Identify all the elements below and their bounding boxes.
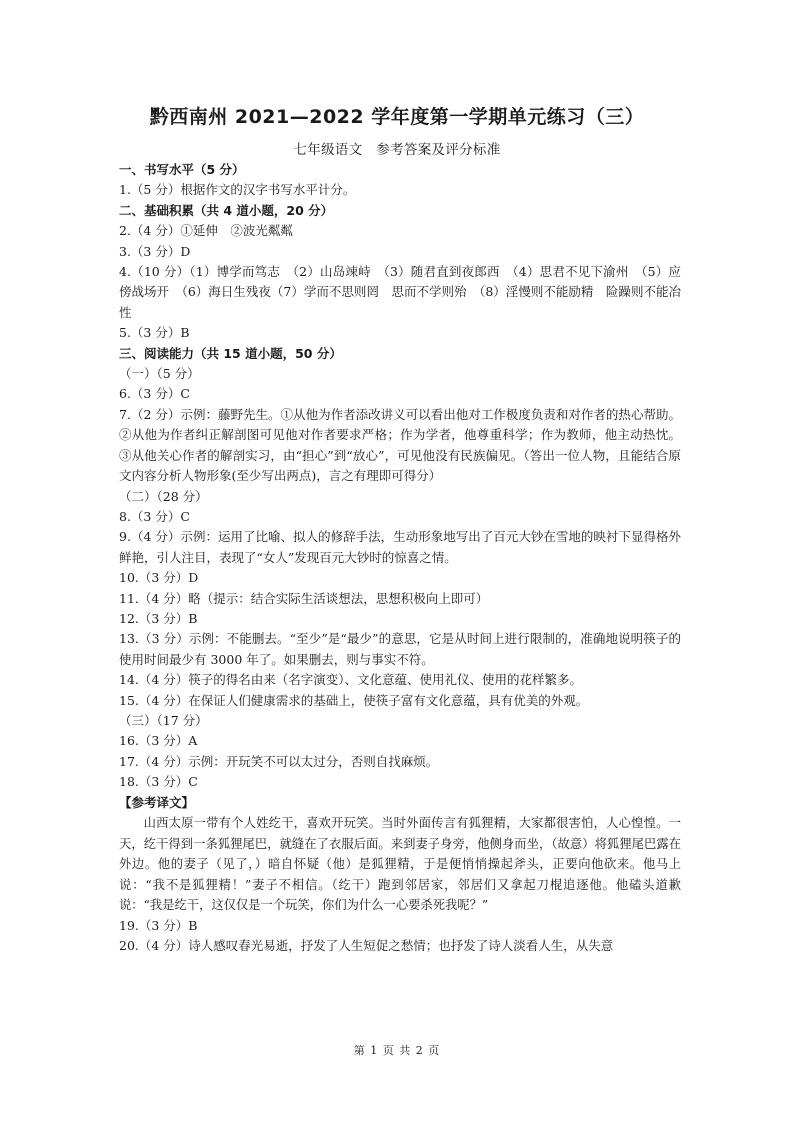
answer-line: （一）（5 分） [119,366,200,382]
answer-paragraph: 9.（4 分）示例：运用了比喻、拟人的修辞手法，生动形象地写出了百元大钞在雪地的映衬下显得格外鲜艳，引人注目，表现了“女人”发现百元大钞时的惊喜之情。 [119,529,681,565]
answer-body [119,160,681,957]
answer-line: 5.（3 分）B [119,325,190,341]
answer-line: 10.（3 分）D [119,570,199,586]
answer-line: 2.（4 分）①延伸 ②波光粼粼 [119,223,293,239]
answer-line: 17.（4 分）示例：开玩笑不可以太过分，否则自找麻烦。 [119,753,439,769]
answer-paragraph: 13.（3 分）示例：不能删去。“至少”是“最少”的意思，它是从时间上进行限制的，准确地说明筷子的使用时间最少有 3000 年了。如果删去，则与事实不符。 [119,631,681,667]
section-heading: 一、书写水平（5 分） [119,162,245,177]
answer-line: 15.（4 分）在保证人们健康需求的基础上，使筷子富有文化意蕴，具有优美的外观。 [119,692,589,708]
answer-line: 11.（4 分）略（提示：结合实际生活谈想法，思想积极向上即可） [119,590,489,606]
answer-line: 3.（3 分）D [119,243,191,259]
answer-line: 16.（3 分）A [119,733,198,749]
section-heading: 二、基础积累（共 4 道小题，20 分） [119,202,334,218]
answer-line: （三）（17 分） [119,712,208,728]
translation-paragraph: 山西太原一带有个人姓纥干，喜欢开玩笑。当时外面传言有狐狸精，大家都很害怕，人心惶惶。一天，纥干得到一条狐狸尾巴，就缝在了衣服后面。来到妻子身旁，他侧身而坐，（故意）将狐狸尾巴露在外边。他的妻子（见了，）暗自怀疑（他）是狐狸精，于是便悄悄操起斧头，正要向他砍来。他马上说：“我不是狐狸精！”妻子不相信。（纥干）跑到邻居家，邻居们又拿起刀棍追逐他。他磕头道歉说：“我是纥干，这仅仅是一个玩笑，你们为什么一心要杀死我呢？” [119,816,681,913]
answer-line: 14.（4 分）筷子的得名由来（名字演变）、文化意蕴、使用礼仪、使用的花样繁多。 [119,672,583,688]
section-heading: 三、阅读能力（共 15 道小题，50 分） [119,345,342,361]
answer-line: 6.（3 分）C [119,386,190,402]
answer-paragraph: 20.（4 分）诗人感叹春光易逝，抒发了人生短促之愁情；也抒发了诗人淡看人生，从失意 [119,938,614,954]
answer-paragraph: 7.（2 分）示例：藤野先生。①从他为作者添改讲义可以看出他对工作极度负责和对作者的热心帮助。②从他为作者纠正解剖图可见他对作者要求严格；作为学者，他尊重科学；作为教师，他主动热忱。③从他关心作者的解剖实习，由“担心”到“放心”，可见他没有民族偏见。（答出一位人物，且能结合原文内容分析人物形象(至少写出两点)，言之有理即可得分） [119,406,681,484]
answer-line: 1.（5 分）根据作文的汉字书写水平计分。 [119,182,356,198]
answer-line: 8.（3 分）C [119,508,190,524]
answer-line: 12.（3 分）B [119,610,198,626]
answer-line: 19.（3 分）B [119,917,198,933]
page-title: 黔西南州 2021—2022 学年度第一学期单元练习（三） [149,106,645,128]
answer-line: （二）（28 分） [119,488,208,504]
answer-line: 18.（3 分）C [119,774,198,790]
page-subtitle: 七年级语文 参考答案及评分标准 [293,142,501,158]
translation-heading: 【参考译文】 [119,794,195,810]
page-footer: 第 1 页 共 2 页 [353,1044,441,1057]
answer-paragraph: 4.（10 分）（1）博学而笃志 （2）山岛竦峙 （3）随君直到夜郎西 （4）思君不见下渝州 （5）应傍战场开 （6）海日生残夜（7）学而不思则罔 思而不学则殆 （8）淫慢则不能励精 险躁则不能冶性 [119,264,681,320]
